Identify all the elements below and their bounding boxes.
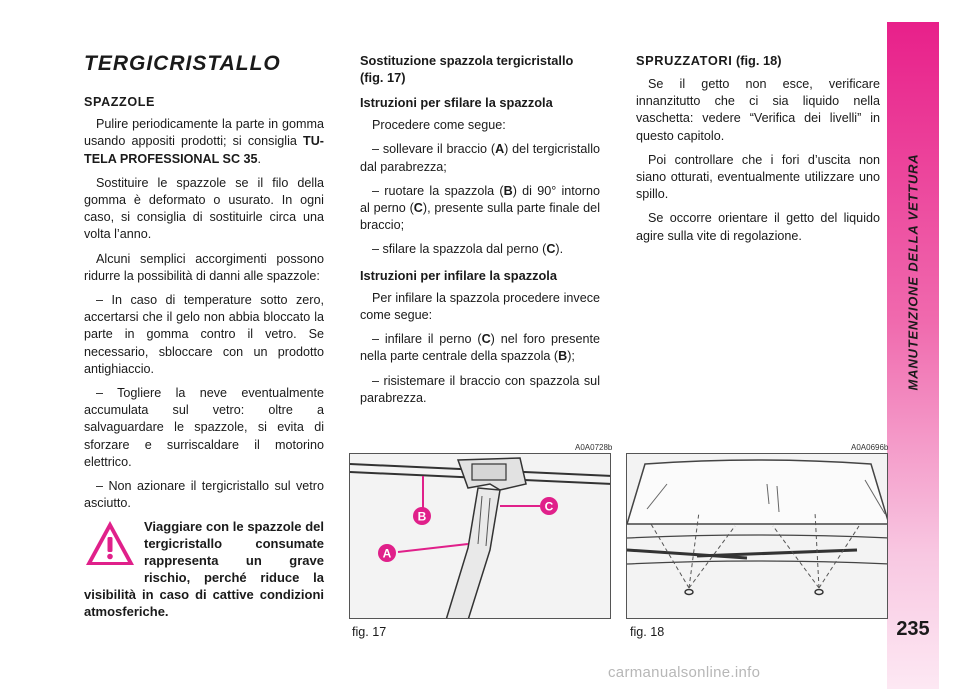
figure-washer-nozzles — [626, 453, 888, 619]
paragraph: – Togliere la neve eventualmente accumulata sul vetro: oltre a salvaguardare le spazzole, si evita di sforzare e surriscaldare il motorino elettrico. — [84, 386, 324, 469]
paragraph: Per infilare la spazzola procedere invece come segue: — [360, 290, 600, 323]
warning-triangle-icon — [84, 518, 136, 568]
paragraph: Procedere come segue: — [372, 118, 506, 133]
paragraph: Se il getto non esce, verificare innanzitutto che ci sia liquido nella vaschetta: vedere “Verifica dei livelli” in questo capitolo. — [636, 77, 880, 143]
subsection-title: SPAZZOLE — [84, 95, 156, 109]
paragraph: Alcuni semplici accorgimenti possono ridurre la possibilità di danni alle spazzole: — [84, 251, 324, 283]
warning-text: Viaggiare con le spazzole del tergicristallo consumate rappresenta un grave rischio, perché riduce la visibilità in caso di cattive condizioni atmosferiche. — [84, 519, 324, 619]
column-middle — [360, 52, 600, 414]
paragraph: Se occorre orientare il getto del liquido agire sulla vite di regolazione. — [636, 211, 880, 243]
watermark: carmanualsonline.info — [608, 664, 761, 681]
figure-caption: fig. 18 — [630, 625, 665, 639]
paragraph: – sollevare il braccio (A) del tergicristallo dal parabrezza; — [360, 142, 600, 174]
section-heading: SPRUZZATORI (fig. 18) — [636, 53, 782, 68]
paragraph: – risistemare il braccio con spazzola sul parabrezza. — [360, 373, 600, 405]
paragraph: – sfilare la spazzola dal perno (C). — [372, 242, 564, 257]
paragraph: – infilare il perno (C) nel foro presente nella parte centrale della spazzola (B); — [360, 332, 600, 364]
paragraph: Pulire periodicamente la parte in gomma usando appositi prodotti; si consiglia TU-TELA PROFESSIONAL SC 35. — [84, 117, 324, 166]
chapter-title: MANUTENZIONE DELLA VETTURA — [905, 153, 921, 391]
section-title: TERGICRISTALLO — [84, 52, 281, 75]
label-c: C — [544, 499, 554, 514]
paragraph: Sostituire le spazzole se il filo della gomma è deformato o usurato. In ogni caso, si consiglia di sostituirle circa una volta l’anno. — [84, 175, 324, 242]
figure-caption: fig. 17 — [352, 625, 387, 639]
warning-note — [84, 518, 324, 620]
label-b: B — [417, 509, 427, 524]
section-heading: Sostituzione spazzola tergicristallo (fig. 17) — [360, 53, 574, 85]
paragraph: – Non azionare il tergicristallo sul vetro asciutto. — [84, 479, 324, 511]
figure-code: A0A0728b — [575, 443, 613, 452]
paragraph: Poi controllare che i fori d’uscita non siano otturati, eventualmente utilizzare uno spillo. — [636, 152, 880, 202]
wiper-arm-illustration — [350, 454, 611, 619]
label-a: A — [382, 546, 392, 561]
paragraph: – ruotare la spazzola (B) di 90° intorno al perno (C), presente sulla parte finale del braccio; — [360, 183, 601, 233]
page-number: 235 — [896, 618, 930, 640]
figure-code: A0A0696b — [851, 443, 889, 452]
subsection-heading: Istruzioni per infilare la spazzola — [360, 267, 557, 283]
column-right — [636, 52, 880, 252]
figure-wiper-arm — [349, 453, 611, 619]
subsection-heading: Istruzioni per sfilare la spazzola — [360, 95, 553, 110]
paragraph: – In caso di temperature sotto zero, accertarsi che il gelo non abbia bloccato la parte in gomma contro il vetro. Se necessario, sbloccare con un prodotto antighiaccio. — [84, 293, 324, 376]
column-left — [84, 52, 324, 519]
chapter-sidebar — [887, 22, 939, 689]
windshield-illustration — [627, 454, 888, 619]
